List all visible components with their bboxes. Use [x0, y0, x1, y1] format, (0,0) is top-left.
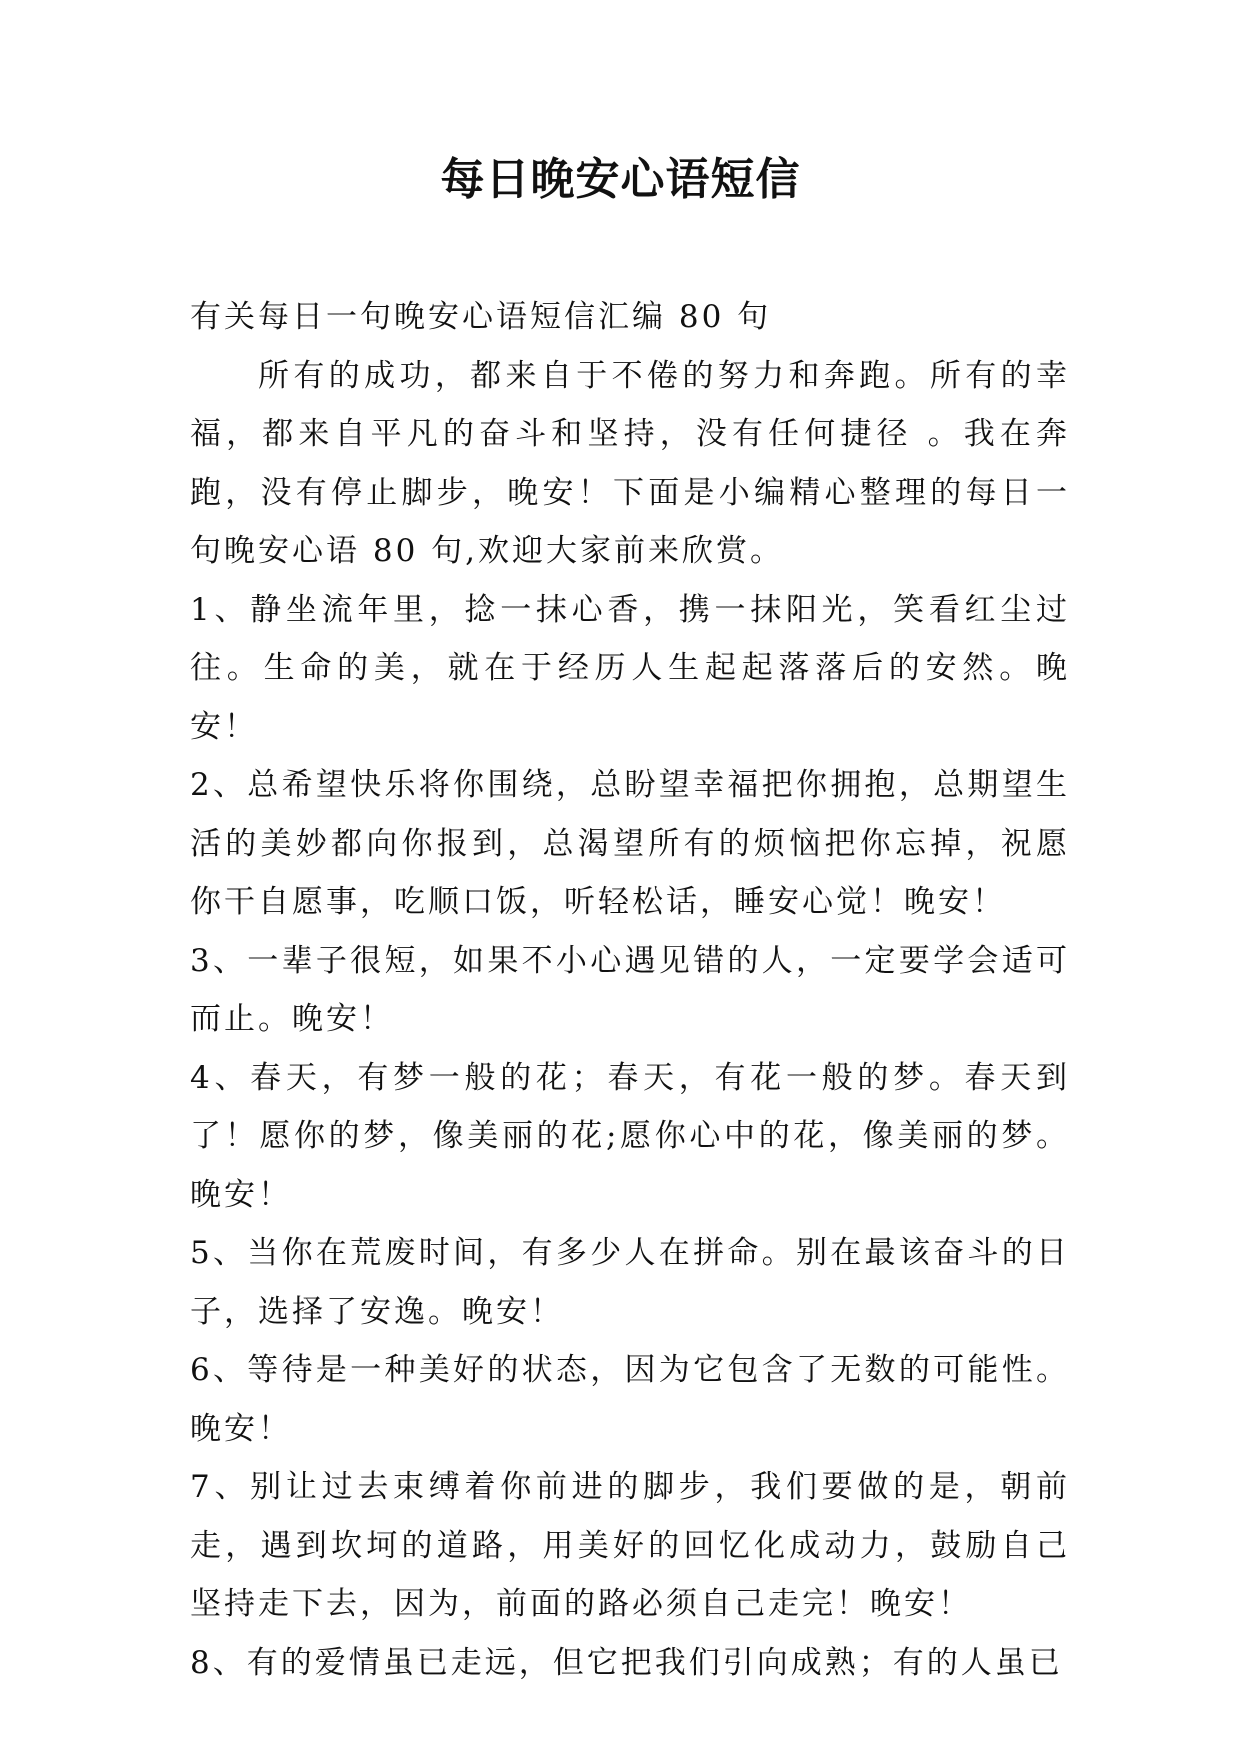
list-item: 1、静坐流年里，捻一抹心香，携一抹阳光，笑看红尘过往。生命的美，就在于经历人生起起落落后的安然。晚安！: [190, 591, 1070, 745]
document-subtitle: 有关每日一句晚安心语短信汇编 80 句: [190, 299, 772, 335]
list-item: 3、一辈子很短，如果不小心遇见错的人，一定要学会适可而止。晚安！: [190, 942, 1070, 1037]
list-item: 2、总希望快乐将你围绕，总盼望幸福把你拥抱，总期望生活的美妙都向你报到，总渴望所有的烦恼把你忘掉，祝愿你干自愿事，吃顺口饭，听轻松话，睡安心觉！晚安！: [190, 767, 1070, 920]
document-body: [190, 288, 1070, 1692]
list-item: 6、等待是一种美好的状态，因为它包含了无数的可能性。晚安！: [190, 1352, 1070, 1447]
page-title: 每日晚安心语短信: [440, 154, 801, 205]
list-item: 7、别让过去束缚着你前进的脚步，我们要做的是，朝前走，遇到坎坷的道路，用美好的回忆化成动力，鼓励自己坚持走下去，因为，前面的路必须自己走完！晚安！: [190, 1469, 1070, 1622]
list-item: 8、有的爱情虽已走远，但它把我们引向成熟；有的人虽已: [190, 1644, 1063, 1681]
list-item: 4、春天，有梦一般的花；春天，有花一般的梦。春天到了！愿你的梦，像美丽的花;愿你心中的花，像美丽的梦。晚安！: [190, 1059, 1070, 1213]
list-item: 5、当你在荒废时间，有多少人在拼命。别在最该奋斗的日子，选择了安逸。晚安！: [190, 1235, 1070, 1330]
intro-paragraph: 所有的成功，都来自于不倦的努力和奔跑。所有的幸福，都来自平凡的奋斗和坚持，没有任何捷径 。我在奔跑，没有停止脚步，晚安！下面是小编精心整理的每日一句晚安心语 80 句,欢迎大家前来欣赏。: [190, 357, 1070, 569]
